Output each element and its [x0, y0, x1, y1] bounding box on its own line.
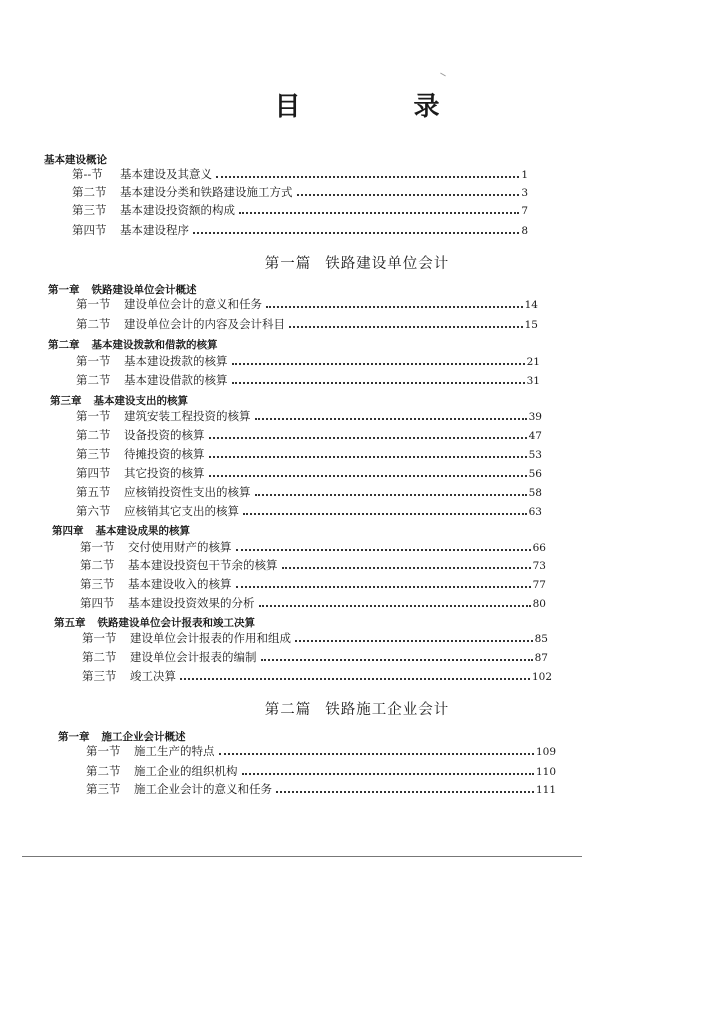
- page-number: 8: [521, 225, 528, 237]
- leader-dots: [297, 185, 520, 196]
- toc-entry[interactable]: [72, 166, 528, 182]
- page-number: 3: [521, 187, 528, 199]
- toc-entry[interactable]: [82, 668, 552, 684]
- section-title: 建设单位会计的内容及会计科目: [124, 317, 285, 331]
- section-number: 第四节: [76, 466, 111, 480]
- section-number: 第二节: [72, 185, 107, 199]
- leader-dots: [259, 596, 531, 607]
- page-number: 63: [528, 506, 542, 518]
- section-title: 其它投资的核算: [124, 466, 205, 480]
- section-title: 施工生产的特点: [134, 744, 215, 758]
- section-number: 第三节: [86, 782, 121, 796]
- section-title: 基本建设及其意义: [120, 167, 212, 181]
- section-number: 第二节: [76, 373, 111, 387]
- section-number: 第六节: [76, 504, 111, 518]
- section-title: 基本建设投资额的构成: [120, 203, 235, 217]
- chapter-title: 铁路建设单位会计报表和竣工决算: [97, 617, 255, 629]
- toc-entry[interactable]: [72, 202, 528, 218]
- section-number: 第二节: [76, 317, 111, 331]
- part-name: 铁路施工企业会计: [325, 702, 450, 718]
- section-number: 第三节: [80, 577, 115, 591]
- leader-dots: [289, 317, 523, 328]
- toc-entry[interactable]: [76, 316, 538, 332]
- chapter-title: 基本建设支出的核算: [93, 395, 188, 407]
- page-number: 58: [528, 487, 542, 499]
- scan-speck: [440, 73, 446, 77]
- section-title: 基本建设分类和铁路建设施工方式: [120, 185, 293, 199]
- toc-entry[interactable]: [76, 372, 540, 388]
- leader-dots: [266, 297, 523, 308]
- toc-entry[interactable]: [76, 465, 542, 481]
- section-number: 第一节: [76, 354, 111, 368]
- leader-dots: [242, 764, 534, 775]
- chapter-number: 第一章: [58, 731, 90, 743]
- page-number: 39: [528, 411, 542, 423]
- page-title: 目 录: [274, 92, 492, 122]
- section-number: 第三节: [76, 447, 111, 461]
- section-title: 待摊投资的核算: [124, 447, 205, 461]
- section-title: 建设单位会计的意义和任务: [124, 297, 262, 311]
- page-number: 109: [535, 746, 556, 758]
- toc-entry[interactable]: [80, 539, 546, 555]
- page-number: 15: [524, 319, 538, 331]
- page-number: 7: [521, 205, 528, 217]
- section-title: 基本建设收入的核算: [128, 577, 232, 591]
- section-number: 第二节: [80, 558, 115, 572]
- section-title: 施工企业会计的意义和任务: [134, 782, 272, 796]
- chapter-title: 基本建设成果的核算: [95, 525, 190, 537]
- leader-dots: [180, 669, 530, 680]
- toc-entry[interactable]: [82, 630, 548, 646]
- chapter-number: 第四章: [52, 525, 84, 537]
- section-number: 第四节: [80, 596, 115, 610]
- section-title: 建设单位会计报表的编制: [130, 650, 257, 664]
- leader-dots: [255, 409, 527, 420]
- section-number: 第四节: [72, 223, 107, 237]
- chapter-number: 第一章: [48, 284, 80, 296]
- section-number: 第一节: [76, 409, 111, 423]
- chapter-heading: [54, 615, 255, 630]
- chapter-title: 铁路建设单位会计概述: [91, 284, 197, 296]
- part-label: 第二篇: [264, 702, 312, 718]
- leader-dots: [295, 631, 533, 642]
- chapter-heading: [50, 393, 188, 408]
- page-number: 111: [535, 784, 556, 796]
- chapter-heading: [58, 729, 186, 744]
- leader-dots: [209, 447, 527, 458]
- section-title: 基本建设程序: [120, 223, 189, 237]
- section-title: 建设单位会计报表的作用和组成: [130, 631, 291, 645]
- intro-heading: [44, 152, 107, 167]
- part-name: 铁路建设单位会计: [325, 256, 450, 272]
- section-title: 施工企业的组织机构: [134, 764, 238, 778]
- page-number: 53: [528, 449, 542, 461]
- page-number: 102: [531, 671, 552, 683]
- page-number: 66: [532, 542, 546, 554]
- page-number: 31: [526, 375, 540, 387]
- leader-dots: [276, 782, 534, 793]
- page-number: 110: [535, 766, 556, 778]
- toc-entry[interactable]: [76, 503, 542, 519]
- section-number: 第二节: [86, 764, 121, 778]
- section-number: 第一节: [80, 540, 115, 554]
- toc-entry[interactable]: [82, 649, 548, 665]
- toc-entry[interactable]: [76, 296, 538, 312]
- section-title: 竣工决算: [130, 669, 176, 683]
- toc-entry[interactable]: [72, 222, 528, 238]
- leader-dots: [239, 203, 519, 214]
- section-title: 建筑安装工程投资的核算: [124, 409, 251, 423]
- section-title: 交付使用财产的核算: [128, 540, 232, 554]
- section-number: 第--节: [72, 167, 103, 181]
- chapter-title: 基本建设拨款和借款的核算: [91, 339, 218, 351]
- leader-dots: [209, 466, 527, 477]
- toc-entry[interactable]: [80, 557, 546, 573]
- part-heading: [0, 252, 714, 273]
- page-number: 56: [528, 468, 542, 480]
- section-title: 应核销其它支出的核算: [124, 504, 239, 518]
- leader-dots: [193, 223, 519, 234]
- leader-dots: [216, 167, 519, 178]
- intro-heading-text: 基本建设概论: [44, 154, 107, 166]
- leader-dots: [209, 428, 527, 439]
- section-number: 第二节: [76, 428, 111, 442]
- leader-dots: [236, 540, 531, 551]
- part-label: 第一篇: [264, 256, 312, 272]
- page-number: 47: [528, 430, 542, 442]
- chapter-number: 第三章: [50, 395, 82, 407]
- toc-entry[interactable]: [72, 184, 528, 200]
- page-number: 80: [532, 598, 546, 610]
- section-title: 基本建设拨款的核算: [124, 354, 228, 368]
- chapter-heading: [48, 282, 197, 297]
- section-title: 应核销投资性支出的核算: [124, 485, 251, 499]
- section-title: 基本建设投资效果的分析: [128, 596, 255, 610]
- section-title: 设备投资的核算: [124, 428, 205, 442]
- section-title: 基本建设投资包干节余的核算: [128, 558, 278, 572]
- section-number: 第三节: [72, 203, 107, 217]
- section-title: 基本建设借款的核算: [124, 373, 228, 387]
- page-number: 1: [521, 169, 528, 181]
- leader-dots: [219, 744, 534, 755]
- toc-entry[interactable]: [80, 576, 546, 592]
- leader-dots: [243, 504, 527, 515]
- section-number: 第五节: [76, 485, 111, 499]
- section-number: 第一节: [86, 744, 121, 758]
- section-number: 第二节: [82, 650, 117, 664]
- toc-entry[interactable]: [86, 781, 556, 797]
- chapter-heading: [52, 523, 190, 538]
- leader-dots: [232, 373, 525, 384]
- leader-dots: [255, 485, 527, 496]
- page-number: 77: [532, 579, 546, 591]
- chapter-number: 第五章: [54, 617, 86, 629]
- page-number: 73: [532, 560, 546, 572]
- toc-entry[interactable]: [86, 743, 556, 759]
- section-number: 第一节: [76, 297, 111, 311]
- toc-entry[interactable]: [86, 763, 556, 779]
- chapter-number: 第二章: [48, 339, 80, 351]
- section-number: 第一节: [82, 631, 117, 645]
- leader-dots: [282, 558, 531, 569]
- page-number: 21: [526, 356, 540, 368]
- leader-dots: [261, 650, 533, 661]
- toc-entry[interactable]: [76, 427, 542, 443]
- toc-entry[interactable]: [76, 484, 542, 500]
- page-number: 14: [524, 299, 538, 311]
- page-number: 87: [534, 652, 548, 664]
- toc-entry[interactable]: [76, 446, 542, 462]
- chapter-heading: [48, 337, 218, 352]
- part-heading: [0, 698, 714, 719]
- toc-entry[interactable]: [80, 595, 546, 611]
- chapter-title: 施工企业会计概述: [101, 731, 186, 743]
- section-number: 第三节: [82, 669, 117, 683]
- scan-line: [22, 856, 582, 857]
- toc-entry[interactable]: [76, 408, 542, 424]
- leader-dots: [236, 577, 531, 588]
- page-number: 85: [534, 633, 548, 645]
- leader-dots: [232, 354, 525, 365]
- toc-entry[interactable]: [76, 353, 540, 369]
